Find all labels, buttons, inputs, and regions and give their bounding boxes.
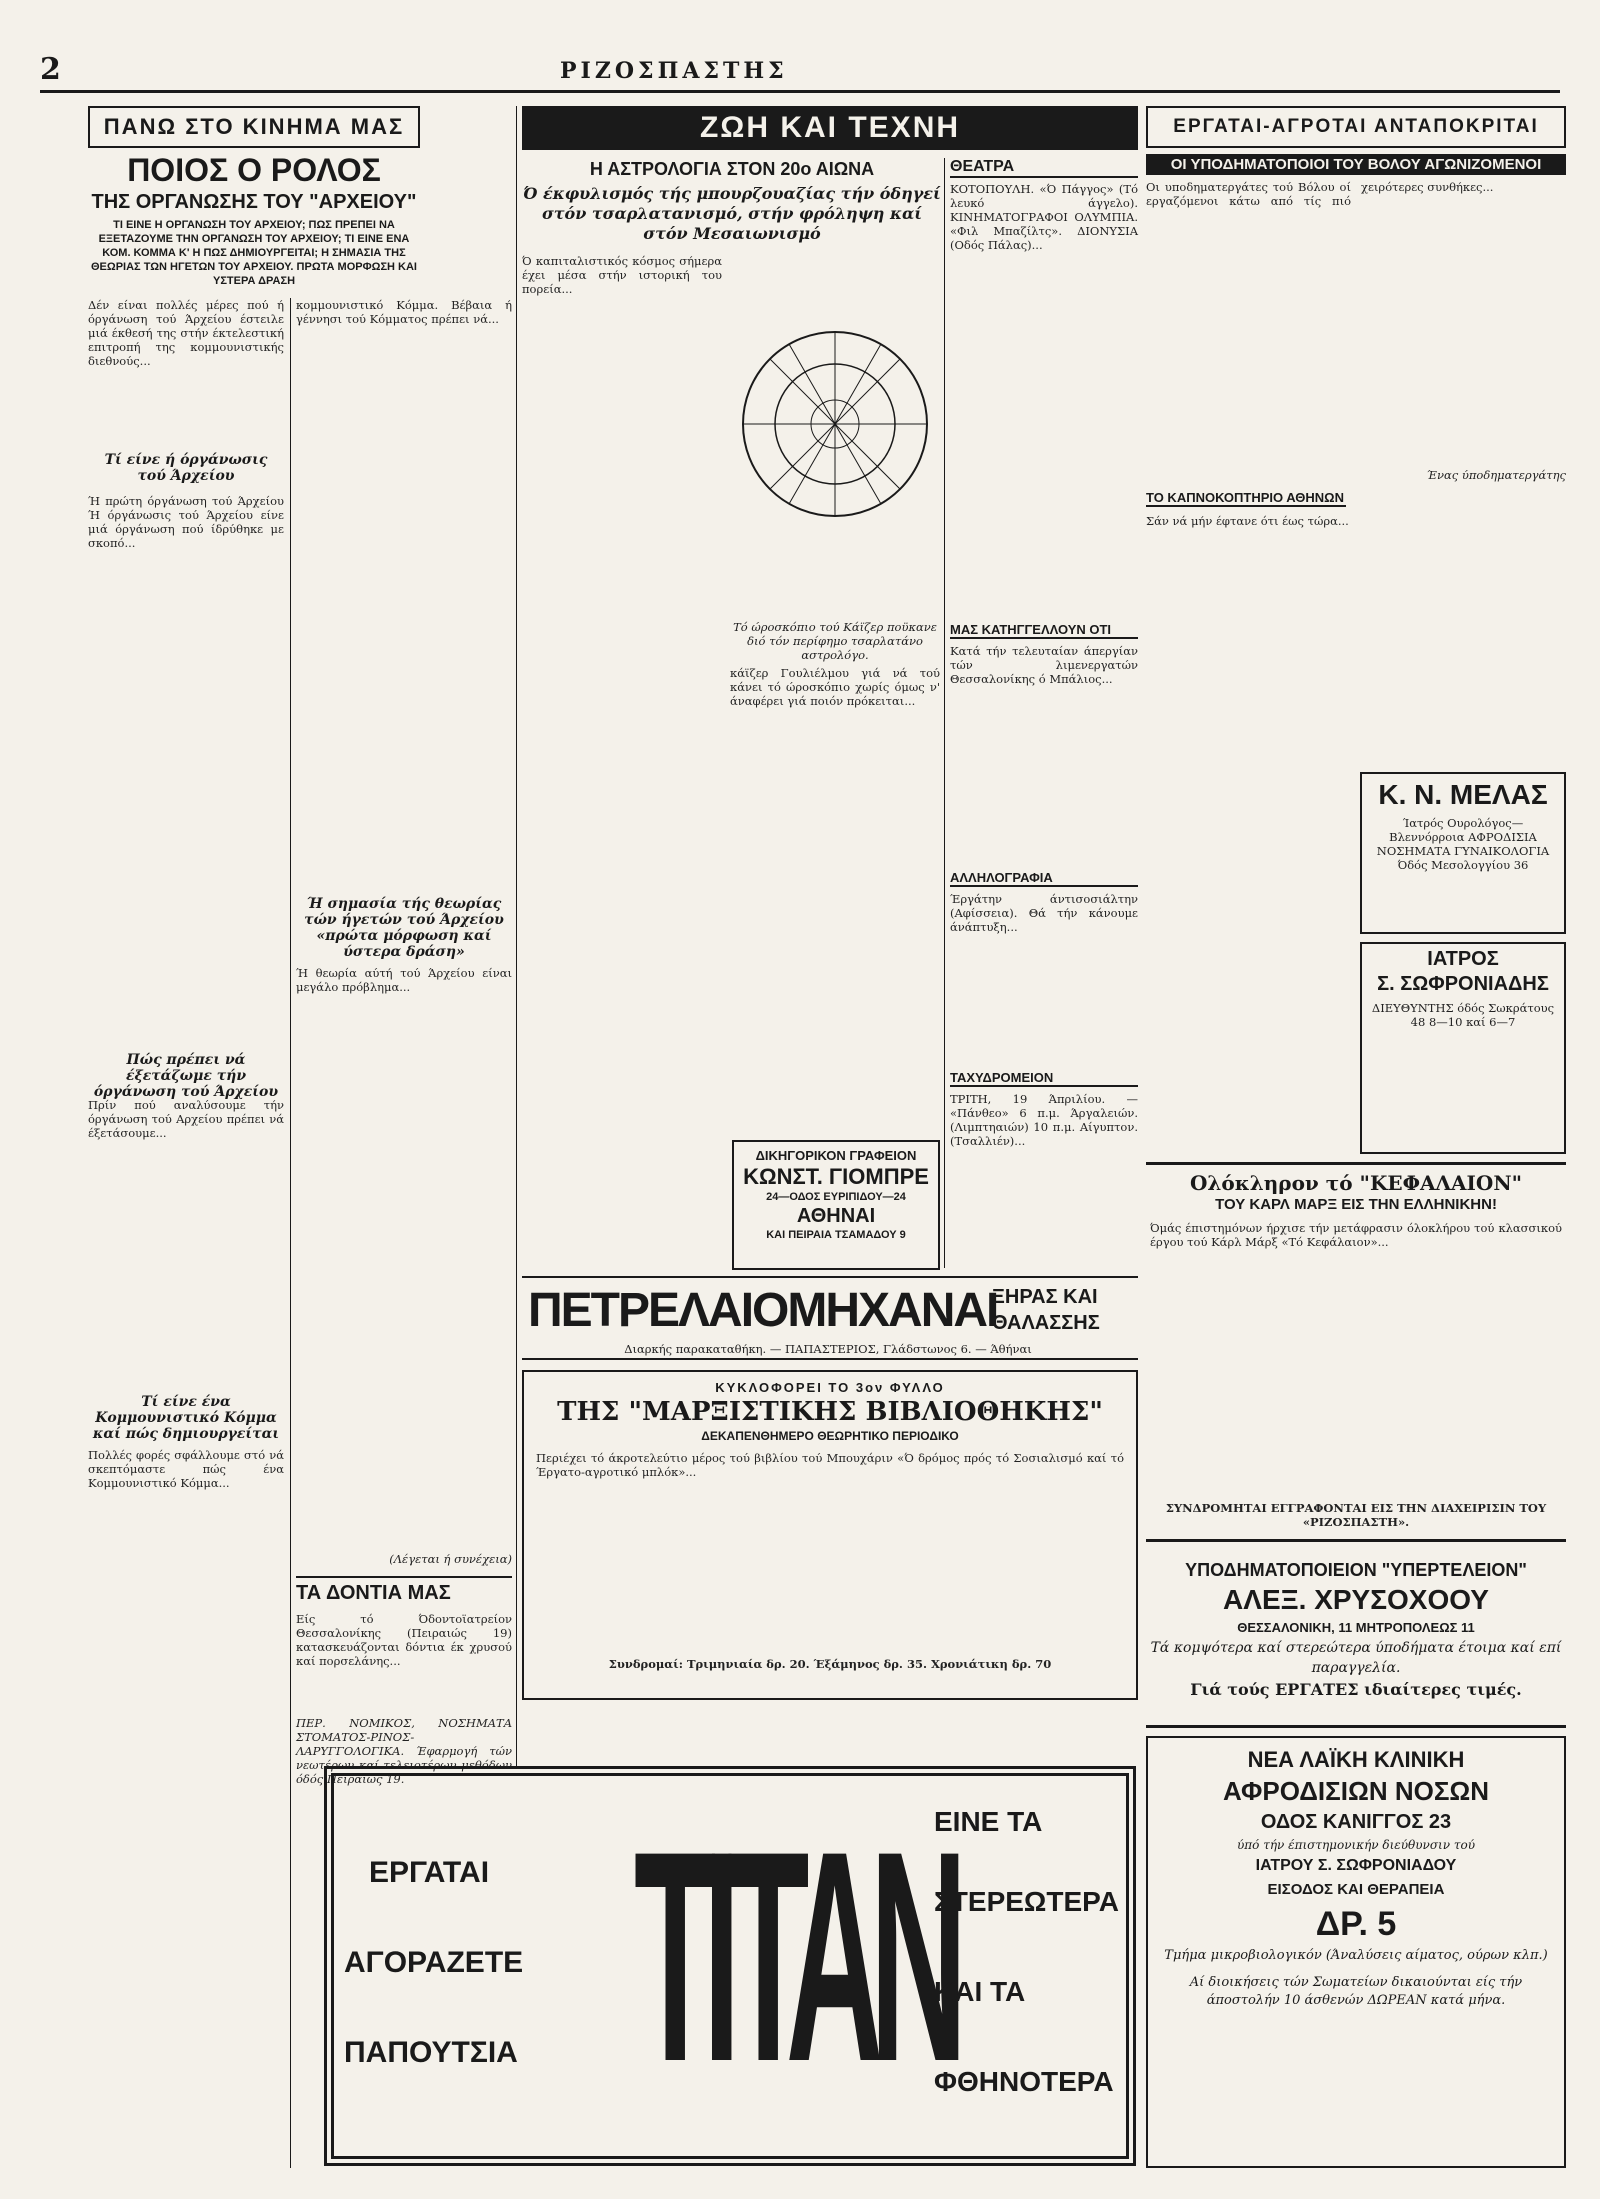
titan-right3: ΚΑΙ ΤΑ <box>934 1976 1026 2007</box>
col3-header: ΖΩΗ ΚΑΙ ΤΕΧΝΗ <box>522 106 1138 150</box>
clinic-address: ΟΔΟΣ ΚΑΝΙΓΓΟΣ 23 <box>1260 1811 1452 1833</box>
col1-body1: Δέν είναι πολλές μέρες πού ή όργάνωση τού Άρχείου έστειλε μιά έκθεσή της στήν έκτελεστική επιτροπή της κομμουνιστικής διεθνούς... <box>88 298 284 368</box>
oil-engines-title: ΠΕΤΡΕΛΑΙΟΜΗΧΑΝΑΙ <box>528 1284 998 1337</box>
law-office-city: ΑΘΗΝΑΙ <box>796 1205 876 1227</box>
post-title: ΤΑΧΥΔΡΟΜΕΙΟΝ <box>950 1070 1138 1087</box>
theatre-title: ΘΕΑΤΡΑ <box>950 158 1138 178</box>
shoemaker-address: ΘΕΣΣΑΛΟΝΙΚΗ, 11 ΜΗΤΡΟΠΟΛΕΩΣ 11 <box>1237 1620 1475 1635</box>
correspondence-body: Έργάτην άντισοσιάλτην (Αφίσσεια). Θά τήν κάνουμε άνάπτυξη... <box>950 892 1138 934</box>
titan-left1: ΕΡΓΑΤΑΙ <box>368 1856 490 1889</box>
col1-title1: ΠΟΙΟΣ Ο ΡΟΛΟΣ <box>127 152 381 188</box>
clinic-ad <box>1146 1736 1566 2168</box>
horoscope-chart <box>730 254 940 614</box>
capital-announcement <box>1146 1162 1566 1542</box>
clinic-title: ΝΕΑ ΛΑΪΚΗ ΚΛΙΝΙΚΗ <box>1247 1747 1465 1772</box>
shoemaker-title: ΥΠΟΔΗΜΑΤΟΠΟΙΕΙΟΝ "ΥΠΕΡΤΕΛΕΙΟΝ" <box>1185 1560 1527 1580</box>
library-body: Περιέχει τό άκροτελεύτιο μέρος τού βιβλίου τού Μπουχάριν «Ό δρόμος πρός τό Σοσιαλισμό καί τό Έργατο-αγροτικό μπλόκ»... <box>536 1451 1124 1479</box>
capital-title: Ολόκληρον τό "ΚΕΦΑΛΑΙΟΝ" <box>1189 1171 1523 1195</box>
oil-engines-side2: ΘΑΛΑΣΣΗΣ <box>992 1312 1100 1334</box>
sofroniadis-ad <box>1360 942 1566 1154</box>
col1-body2: Ή πρώτη όργάνωση τού Άρχείου Ή όργάνωσις τού Άρχείου είνε μιά όργάνωση πού ίδρύθηκε με σκοπό... <box>88 494 284 550</box>
capital-body: Όμάς έπιστημόνων ήρχισε τήν μετάφρασιν όλοκλήρου τού κλασσικού έργου τού Κάρλ Μάρξ «Τό Κεφάλαιον»... <box>1150 1221 1562 1249</box>
clinic-footer: Αί διοικήσεις τών Σωματείων δικαιούνται είς τήν άποστολήν 10 άσθενών ΔΩΡΕΑΝ κατά μήνα. <box>1189 1975 1523 2008</box>
clinic-body: Τμήμα μικροβιολογικόν (Άναλύσεις αίματος, ούρων κλπ.) <box>1164 1948 1548 1963</box>
clinic-price: ΔΡ. 5 <box>1315 1905 1397 1943</box>
capital-subtitle: ΤΟΥ ΚΑΡΛ ΜΑΡΞ ΕΙΣ ΤΗΝ ΕΛΛΗΝΙΚΗΝ! <box>1215 1196 1497 1213</box>
top-rule <box>40 90 1560 93</box>
titan-left3: ΠΑΠΟΥΤΣΙΑ <box>344 2036 518 2069</box>
shoemaker-body1: Τά κομψότερα καί στερεώτερα ύποδήματα έτοιμα καί επί παραγγελία. <box>1150 1640 1562 1676</box>
titan-right4: ΦΘΗΝΟΤΕΡΑ <box>934 2066 1114 2097</box>
law-office-name: ΚΩΝΣΤ. ΓΙΟΜΠΡΕ <box>743 1164 929 1189</box>
col5-signature: Ένας ύποδηματεργάτης <box>1426 468 1566 482</box>
page-number: 2 <box>40 52 61 87</box>
melas-name: Κ. Ν. ΜΕΛΑΣ <box>1378 779 1548 810</box>
col1-body4: Πολλές φορές σφάλλουμε στό νά σκεπτόμαστε πώς ένα Κομμουνιστικό Κόμμα... <box>88 1448 284 1490</box>
col1-header: ΠΑΝΩ ΣΤΟ ΚΙΝΗΜΑ ΜΑΣ <box>88 106 420 148</box>
library-subtitle: ΔΕΚΑΠΕΝΘΗΜΕΡΟ ΘΕΩΡΗΤΙΚΟ ΠΕΡΙΟΔΙΚΟ <box>701 1429 959 1443</box>
masthead: ΡΙΖΟΣΠΑΣΤΗΣ <box>560 58 788 84</box>
sofroniadis-body: ΔΙΕΥΘΥΝΤΗΣ όδός Σωκράτους 48 8—10 καί 6—7 <box>1371 1001 1555 1029</box>
col5-body2: Σάν νά μήν έφτανε ότι έως τώρα... <box>1146 514 1349 528</box>
clinic-director: ΙΑΤΡΟΥ Σ. ΣΩΦΡΟΝΙΑΔΟΥ <box>1255 1857 1457 1874</box>
titan-right2: ΣΤΕΡΕΩΤΕΡΑ <box>934 1886 1119 1917</box>
melas-body: Ίατρός Ουρολόγος—Βλεννόρροια ΑΦΡΟΔΙΣΙΑ ΝΟΣΗΜΑΤΑ ΓΥΝΑΙΚΟΛΟΓΙΑ Όδός Μεσολογγίου 36 <box>1376 816 1550 872</box>
col-divider <box>516 106 517 1766</box>
col1-sub1: Τί είνε ή όργάνωσις τού Άρχείου <box>104 452 268 484</box>
col-divider <box>944 158 945 1268</box>
astrology-body2: κάϊζερ Γουλιέλμου γιά νά τού κάνει τό ώροσκόπιο χωρίς όμως ν' άναφέρει γιά ποιόν πρόκειται... <box>730 666 940 708</box>
col-divider <box>290 298 291 2168</box>
titan-ad <box>324 1766 1136 2166</box>
astrology-body3 <box>522 800 722 1220</box>
col5-body3 <box>1360 490 1566 766</box>
titan-right1: ΕΙΝΕ ΤΑ <box>934 1806 1043 1837</box>
col2-body1: κομμουνιστικό Κόμμα. Βέβαια ή γέννησι τού Κόμματος πρέπει νά... <box>296 298 512 326</box>
astrology-body1: Ό καπιταλιστικός κόσμος σήμερα έχει μέσα στήν ιστορική του πορεία... <box>522 254 722 296</box>
clinic-entry: ΕΙΣΟΔΟΣ ΚΑΙ ΘΕΡΑΠΕΙΑ <box>1267 1881 1445 1898</box>
correspondence-title: ΑΛΛΗΛΟΓΡΑΦΙΑ <box>950 870 1138 887</box>
oil-engines-side1: ΞΗΡΑΣ ΚΑΙ <box>992 1286 1098 1308</box>
marxist-library-ad <box>522 1370 1138 1700</box>
capital-footer: ΣΥΝΔΡΟΜΗΤΑΙ ΕΓΓΡΑΦΟΝΤΑΙ ΕΙΣ ΤΗΝ ΔΙΑΧΕΙΡΙΣΙΝ ΤΟΥ «ΡΙΖΟΣΠΑΣΤΗ». <box>1165 1501 1547 1529</box>
horoscope-caption: Τό ώροσκόπιο τού Κάϊζερ ποϋκανε διό τόν περίφημο τσαρλατάνο αστρολόγο. <box>733 620 937 662</box>
titan-brand: ΤΙΤΑΝ <box>634 1788 954 2124</box>
library-kicker: ΚΥΚΛΟΦΟΡΕΙ ΤΟ 3ον ΦΥΛΛΟ <box>715 1380 945 1395</box>
teeth-title: ΤΑ ΔΟΝΤΙΑ ΜΑΣ <box>296 1582 451 1604</box>
titan-left2: ΑΓΟΡΑΖΕΤΕ <box>344 1946 524 1979</box>
law-office-ad <box>732 1140 940 1270</box>
teeth-body: Είς τό Όδοντοϊατρείον Θεσσαλονίκης (Πειραιώς 19) κατασκευάζονται δόντια έκ χρυσού καί πορσελάνης... <box>296 1612 512 1668</box>
sofroniadis-title: ΙΑΤΡΟΣ <box>1427 948 1499 970</box>
col2-body2: Ή θεωρία αύτή τού Άρχείου είναι μεγάλο πρόβλημα... <box>296 966 512 994</box>
sofroniadis-name: Σ. ΣΩΦΡΟΝΙΑΔΗΣ <box>1377 973 1549 995</box>
news-body: Κατά τήν τελευταίαν άπεργίαν τών λιμενεργατών Θεσσαλονίκης ό Μπάλιος... <box>950 644 1138 686</box>
oil-engines-ad <box>522 1276 1138 1360</box>
col5-body1: Οι υποδηματεργάτες τού Βόλου οί εργαζόμενοι κάτω από τίς πιό χειρότερες συνθήκες... <box>1146 180 1494 208</box>
col1-deck: ΤΙ ΕΙΝΕ Η ΟΡΓΑΝΩΣΗ ΤΟΥ ΑΡΧΕΙΟΥ; ΠΩΣ ΠΡΕΠΕΙ ΝΑ ΕΞΕΤΑΖΟΥΜΕ ΤΗΝ ΟΡΓΑΝΩΣΗ ΤΟΥ ΑΡΧΕΙΟΥ; ΤΙ ΕΙΝΕ ΕΝΑ ΚΟΜ. ΚΟΜΜΑ Κ' Η ΠΩΣ ΔΗΜΙΟΥΡΓΕΙΤΑΙ; Η ΣΗΜΑΣΙΑ ΤΗΣ ΘΕΩΡΙΑΣ ΤΩΝ ΗΓΕΤΩΝ ΤΟΥ ΑΡΧΕΙΟΥ. ΠΡΩΤΑ ΜΟΡΦΩΣΗ ΚΑΙ ΥΣΤΕΡΑ ΔΡΑΣΗ <box>91 219 417 287</box>
oil-engines-footer: Διαρκής παρακαταθήκη. — ΠΑΠΑΣΤΕΡΙΟΣ, Γλάδστωνος 6. — Άθήναι <box>624 1342 1032 1356</box>
melas-ad <box>1360 772 1566 934</box>
law-office-city2: ΚΑΙ ΠΕΙΡΑΙΑ ΤΣΑΜΑΔΟΥ 9 <box>766 1229 906 1241</box>
news-title: ΜΑΣ ΚΑΤΗΓΓΕΛΛΟΥΝ ΟΤΙ <box>950 622 1138 639</box>
theatre-body: ΚΟΤΟΠΟΥΛΗ. «Ό Πάγγος» (Τό λευκό άγγελο). ΚΙΝΗΜΑΤΟΓΡΑΦΟΙ ΟΛΥΜΠΙΑ. «Φιλ Μπαζίλτς». ΔΙΟΝΥΣΙΑ (Οδός Πάλας)... <box>950 182 1138 252</box>
clinic-title2: ΑΦΡΟΔΙΣΙΩΝ ΝΟΣΩΝ <box>1222 1776 1490 1806</box>
col2-sub1: Ή σημασία τής θεωρίας τών ήγετών τού Άρχείου «πρώτα μόρφωση καί ύστερα δράση» <box>304 896 504 960</box>
astrology-deck: Ό έκφυλισμός τής μπουρζουαζίας τήν όδηγεί στόν τσαρλατανισμό, στήν φρόληψη καί στόν Μεσαιωνισμό <box>523 184 941 243</box>
col2-endnote: (Λέγεται ή συνέχεια) <box>389 1552 512 1566</box>
shoemaker-body2: Γιά τούς ΕΡΓΑΤΕΣ ιδιαίτερες τιμές. <box>1190 1680 1522 1699</box>
law-office-address: 24—ΟΔΟΣ ΕΥΡΙΠΙΔΟΥ—24 <box>766 1191 906 1203</box>
col5-title: ΟΙ ΥΠΟΔΗΜΑΤΟΠΟΙΟΙ ΤΟΥ ΒΟΛΟΥ ΑΓΩΝΙΖΟΜΕΝΟΙ <box>1146 154 1566 175</box>
col1-body3: Πρίν πού αναλύσουμε τήν όργάνωση τού Αρχείου πρέπει νά έξετάσουμε... <box>88 1098 284 1140</box>
col1-sub3: Τί είνε ένα Κομμουνιστικό Κόμμα καί πώς δημιουργείται <box>92 1394 280 1442</box>
divider <box>296 1576 512 1578</box>
law-office-title: ΔΙΚΗΓΟΡΙΚΟΝ ΓΡΑΦΕΙΟΝ <box>755 1148 917 1163</box>
col5-sub1: ΤΟ ΚΑΠΝΟΚΟΠΤΗΡΙΟ ΑΘΗΝΩΝ <box>1146 490 1346 507</box>
shoemaker-name: ΑΛΕΞ. ΧΡΥΣΟΧΟΟΥ <box>1223 1584 1489 1615</box>
astrology-title: Η ΑΣΤΡΟΛΟΓΙΑ ΣΤΟΝ 20ο ΑΙΩΝΑ <box>589 159 875 179</box>
teeth-signature: ΠΕΡ. ΝΟΜΙΚΟΣ, ΝΟΣΗΜΑΤΑ ΣΤΟΜΑΤΟΣ-ΡΙΝΟΣ-ΛΑΡΥΓΓΟΛΟΓΙΚΑ. Έφαρμογή τών νεωτέρων καί τελειοτέρων μεθόδων όδός Πειραιώς 19. <box>296 1716 512 1786</box>
col5-header: ΕΡΓΑΤΑΙ-ΑΓΡΟΤΑΙ ΑΝΤΑΠΟΚΡΙΤΑΙ <box>1146 106 1566 148</box>
post-body: ΤΡΙΤΗ, 19 Άπριλίου. — «Πάνθεο» 6 π.μ. Άργαλειών. (Λιμπτηαιών) 10 π.μ. Αίγυπτον. (Τσαλλιέν)... <box>950 1092 1138 1148</box>
col1-title2: ΤΗΣ ΟΡΓΑΝΩΣΗΣ ΤΟΥ "ΑΡΧΕΙΟΥ" <box>91 191 417 213</box>
clinic-director-label: ύπό τήν έπιστημονικήν διεύθυνσιν τού <box>1236 1838 1476 1852</box>
col1-sub2: Πώς πρέπει νά έξετάζωμε τήν όργάνωση τού Άρχείου <box>93 1052 279 1100</box>
shoemaker-ad <box>1146 1552 1566 1728</box>
library-title: ΤΗΣ "ΜΑΡΞΙΣΤΙΚΗΣ ΒΙΒΛΙΟΘΗΚΗΣ" <box>557 1397 1103 1427</box>
library-footer: Συνδρομαί: Τριμηνιαία δρ. 20. Έξάμηνος δρ. 35. Χρονιάτικη δρ. 70 <box>608 1657 1052 1671</box>
horoscope-illustration <box>730 254 940 614</box>
